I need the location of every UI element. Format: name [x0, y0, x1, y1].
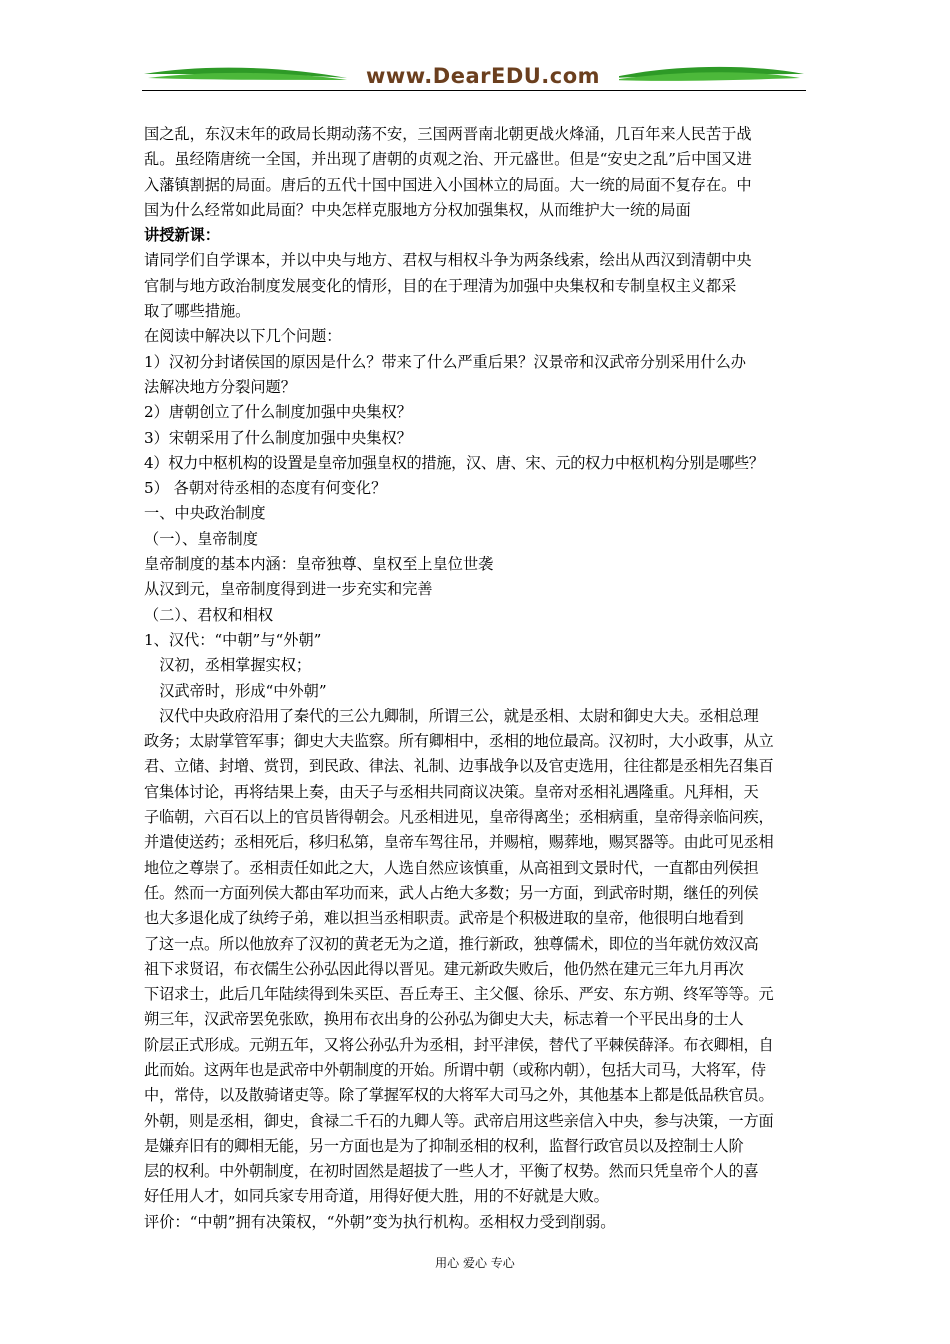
paragraph-line: 中，常侍，以及散骑诸吏等。除了掌握军权的大将军大司马之外，其他基本上都是低品秩官员。 — [144, 1086, 774, 1105]
paragraph-line: 此而始。这两年也是武帝中外朝制度的开始。所谓中朝（或称内朝），包括大司马，大将军，侍 — [144, 1060, 766, 1079]
question-1-line: 1）汉初分封诸侯国的原因是什么？带来了什么严重后果？汉景帝和汉武帝分别采用什么办 — [144, 352, 746, 371]
paragraph-line: 阶层正式形成。元朔五年，又将公孙弘升为丞相，封平津侯，替代了平棘侯薛泽。布衣卿相，自 — [144, 1035, 774, 1054]
emperor-definition: 皇帝制度的基本内涵：皇帝独尊、皇权至上皇位世袭 — [144, 555, 494, 574]
task-line: 请同学们自学课本，并以中央与地方、君权与相权斗争为两条线索，绘出从西汉到清朝中央 — [144, 251, 752, 270]
paragraph-line: 好任用人才，如同兵家专用奇道，用得好便大胜，用的不好就是大败。 — [144, 1187, 609, 1206]
intro-line: 乱。虽经隋唐统一全国，并出现了唐朝的贞观之治、开元盛世。但是“安史之乱”后中国又进 — [144, 150, 752, 169]
paragraph-line: 子临朝，六百石以上的官员皆得朝会。凡丞相进见，皇帝得离坐；丞相病重，皇帝得亲临问疾， — [144, 808, 774, 827]
paragraph-line: 祖下求贤诏，布衣儒生公孙弘因此得以晋见。建元新政失败后，他仍然在建元三年九月再次 — [144, 959, 744, 978]
intro-line: 入藩镇割据的局面。唐后的五代十国中国进入小国林立的局面。大一统的局面不复存在。中 — [144, 175, 752, 194]
header-divider — [142, 90, 806, 91]
paragraph-line: 也大多退化成了纨绔子弟，难以担当丞相职责。武帝是个积极进取的皇帝，他很明白地看到 — [144, 909, 744, 928]
paragraph-line: 任。然而一方面列侯大都由军功而来，武人占绝大多数；另一方面，到武帝时期，继任的列侯 — [144, 883, 759, 902]
paragraph-line: 并遣使送药；丞相死后，移归私第，皇帝车驾往吊，并赐棺，赐葬地，赐冥器等。由此可见丞相 — [144, 833, 774, 852]
question-5: 5） 各朝对待丞相的态度有何变化？ — [144, 479, 387, 498]
intro-line: 国为什么经常如此局面？中央怎样克服地方分权加强集权，从而维护大一统的局面 — [144, 200, 691, 219]
paragraph-line: 汉代中央政府沿用了秦代的三公九卿制，所谓三公，就是丞相、太尉和御史大夫。丞相总理 — [144, 706, 759, 725]
paragraph-line: 政务；太尉掌管军事；御史大夫监察。所有卿相中，丞相的地位最高。汉初时，大小政事，从立 — [144, 732, 774, 751]
han-central-government-paragraph — [144, 704, 820, 1210]
paragraph-line: 下诏求士，此后几年陆续得到朱买臣、吾丘寿王、主父偃、徐乐、严安、东方朔、终军等等。元 — [144, 985, 774, 1004]
han-wudi-note: 汉武帝时，形成“中外朝” — [159, 681, 327, 700]
subsection-monarch-chancellor: （二）、君权和相权 — [144, 605, 274, 624]
new-lesson-heading: 讲授新课： — [144, 226, 220, 245]
question-4: 4）权力中枢机构的设置是皇帝加强皇权的措施，汉、唐、宋、元的权力中枢机构分别是哪些？ — [144, 453, 764, 472]
page-footer-slogan: 用心 爱心 专心 — [435, 1256, 515, 1270]
evaluation-line: 评价：“中朝”拥有决策权，“外朝”变为执行机构。丞相权力受到削弱。 — [144, 1212, 616, 1231]
paragraph-line: 官集体讨论，再将结果上奏，由天子与丞相共同商议决策。皇帝对丞相礼遇隆重。凡拜相，天 — [144, 782, 759, 801]
paragraph-line: 了这一点。所以他放弃了汉初的黄老无为之道，推行新政，独尊儒术，即位的当年就仿效汉高 — [144, 934, 759, 953]
document-body — [144, 122, 820, 1235]
site-header — [142, 58, 806, 94]
question-3: 3）宋朝采用了什么制度加强中央集权？ — [144, 428, 412, 447]
paragraph-line: 外朝，则是丞相，御史，食禄二千石的九卿人等。武帝启用这些亲信入中央，参与决策，一方面 — [144, 1111, 774, 1130]
section-heading-central-politics: 一、中央政治制度 — [144, 504, 266, 523]
emperor-development: 从汉到元，皇帝制度得到进一步充实和完善 — [144, 580, 433, 599]
site-logo-text[interactable]: www.DearEDU.com — [347, 64, 619, 88]
paragraph-line: 君、立储、封增、赏罚，到民政、律法、礼制、边事战争以及官吏选用，往往都是丞相先召集百 — [144, 757, 774, 776]
task-line: 取了哪些措施。 — [144, 302, 251, 321]
questions-intro: 在阅读中解决以下几个问题： — [144, 327, 342, 346]
paragraph-line: 地位之尊崇了。丞相责任如此之大，人选自然应该慎重，从高祖到文景时代，一直都由列侯担 — [144, 858, 759, 877]
task-line: 官制与地方政治制度发展变化的情形，目的在于理清为加强中央集权和专制皇权主义都采 — [144, 276, 737, 295]
question-2: 2）唐朝创立了什么制度加强中央集权？ — [144, 403, 412, 422]
paragraph-line: 层的权利。中外朝制度，在初时固然是超拔了一些人才，平衡了权势。然而只凭皇帝个人的喜 — [144, 1162, 759, 1181]
paragraph-line: 是嫌弃旧有的卿相无能，另一方面也是为了抑制丞相的权利，监督行政官员以及控制士人阶 — [144, 1136, 744, 1155]
han-early-note: 汉初，丞相掌握实权； — [159, 656, 312, 675]
han-heading: 1、汉代：“中朝”与“外朝” — [144, 630, 322, 649]
question-1-line: 法解决地方分裂问题？ — [144, 377, 296, 396]
paragraph-line: 朔三年，汉武帝罢免张欧，换用布衣出身的公孙弘为御史大夫，标志着一个平民出身的士人 — [144, 1010, 744, 1029]
subsection-emperor-system: （一）、皇帝制度 — [144, 529, 258, 548]
intro-line: 国之乱，东汉末年的政局长期动荡不安，三国两晋南北朝更战火烽涌，几百年来人民苦于战 — [144, 125, 752, 143]
